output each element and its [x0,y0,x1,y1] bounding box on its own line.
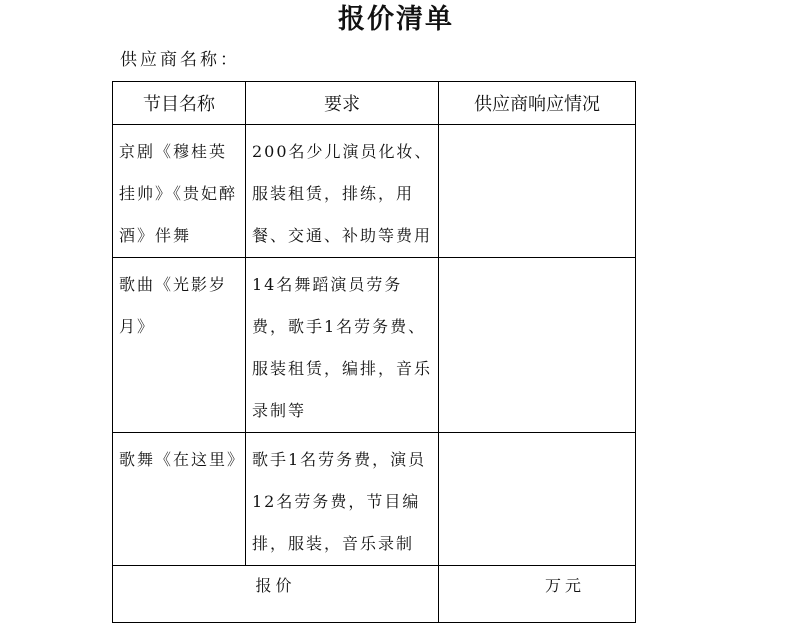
response-text [439,433,635,439]
response-text [439,125,635,131]
total-label: 报价 [255,576,296,595]
response-cell[interactable] [439,433,636,566]
total-unit: 万元 [544,576,585,595]
header-supplier-response: 供应商响应情况 [439,82,636,125]
total-label-cell [113,566,439,623]
total-value-cell[interactable] [439,566,636,623]
requirement-text: 歌手1名劳务费，演员12名劳务费，节目编排，服装，音乐录制 [252,450,427,553]
table-header-row [113,82,636,125]
table-row [113,258,636,433]
requirement-cell [246,433,439,566]
program-cell [113,258,246,433]
program-name: 京剧《穆桂英挂帅》《贵妃醉酒》伴舞 [119,142,238,245]
header-program-name: 节目名称 [113,82,246,125]
program-cell [113,125,246,258]
response-text [439,258,635,264]
response-cell[interactable] [439,258,636,433]
supplier-name-label: 供应商名称： [120,50,240,70]
requirement-text: 200名少儿演员化妆、服装租赁，排练，用餐、交通、补助等费用 [252,142,433,245]
quote-table [112,81,636,623]
requirement-text: 14名舞蹈演员劳务费，歌手1名劳务费、服装租赁，编排，音乐录制等 [252,275,433,420]
response-cell[interactable] [439,125,636,258]
program-name: 歌舞《在这里》 [119,450,246,469]
program-name: 歌曲《光影岁月》 [119,275,228,336]
program-cell [113,433,246,566]
requirement-cell [246,258,439,433]
table-row [113,125,636,258]
table-row [113,433,636,566]
header-requirement: 要求 [246,82,439,125]
document-title: 报价清单 [338,4,454,35]
total-row [113,566,636,623]
requirement-cell [246,125,439,258]
